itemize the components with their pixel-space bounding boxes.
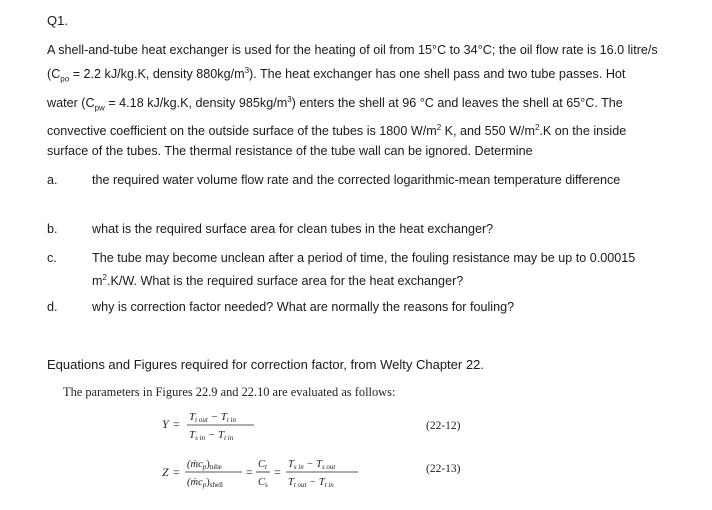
item-letter: c. xyxy=(47,251,57,265)
intro-text: = 2.2 kJ/kg.K, density 880kg/m xyxy=(69,67,245,82)
y-symbol: Y xyxy=(162,417,169,431)
item-text-part: The tube may become unclean after a period of time, the fouling resistance may be up to 0.00015 m xyxy=(92,251,636,289)
textbook-excerpt: The parameters in Figures 22.9 and 22.10 are evaluated as follows: xyxy=(63,385,396,399)
svg-text:Cs: Cs xyxy=(258,477,268,489)
svg-text:(ṁcp)shell: (ṁcp)shell xyxy=(187,477,223,489)
equations-image xyxy=(158,404,398,508)
intro-text: K, and 550 W/m xyxy=(441,124,535,139)
intro-text: ) enters the shell at 96 °C and leaves the shell at 65°C. The convective coefficient on the outside surface of the tubes is 1800 W/m xyxy=(47,95,623,139)
superscript: 2 xyxy=(534,123,540,133)
equation-z xyxy=(162,459,358,489)
equation-y xyxy=(162,411,254,442)
item-text: what is the required surface area for clean tubes in the heat exchanger? xyxy=(92,222,494,236)
question-item-d xyxy=(47,297,667,317)
svg-text:=: = xyxy=(173,465,180,479)
svg-text:=: = xyxy=(173,417,180,431)
superscript: 2 xyxy=(102,273,107,282)
svg-text:(ṁcp)tube: (ṁcp)tube xyxy=(187,459,222,471)
superscript: 3 xyxy=(287,94,292,104)
z-symbol: Z xyxy=(162,465,169,479)
intro-text: = 4.18 kJ/kg.K, density 985kg/m xyxy=(104,95,288,110)
svg-text:Tt out − Tt in: Tt out − Tt in xyxy=(189,411,236,424)
superscript: 3 xyxy=(244,65,250,75)
question-label: Q1. xyxy=(47,13,68,28)
item-text: the required water volume flow rate and the corrected logarithmic-mean temperature difference xyxy=(92,173,621,187)
subscript: pw xyxy=(94,103,105,113)
item-letter: d. xyxy=(47,300,58,314)
question-item-a xyxy=(47,170,667,190)
svg-text:=: = xyxy=(246,465,253,479)
item-letter: b. xyxy=(47,222,58,236)
intro-text: .K on the inside surface of the tubes. The thermal resistance of the tube wall can be ignored. Determine xyxy=(47,124,627,159)
equation-number: (22-12) xyxy=(426,420,461,432)
svg-text:Ts in − Ts out: Ts in − Ts out xyxy=(288,459,336,471)
intro-text: A shell-and-tube heat exchanger is used for the heating of oil from 15°C to 34°C; the oil flow rate is 16.0 litre/s (C xyxy=(47,43,658,82)
svg-text:Tt out − Tt in: Tt out − Tt in xyxy=(288,477,334,489)
problem-statement xyxy=(47,41,659,162)
question-item-b xyxy=(47,219,667,239)
superscript: 2 xyxy=(436,123,442,133)
subscript: po xyxy=(60,74,70,84)
equations-heading: Equations and Figures required for correction factor, from Welty Chapter 22. xyxy=(47,357,484,372)
item-text: why is correction factor needed? What are normally the reasons for fouling? xyxy=(92,300,515,314)
intro-text: ). The heat exchanger has one shell pass and two tube passes. Hot water (C xyxy=(47,67,626,110)
svg-text:=: = xyxy=(274,465,281,479)
item-text-part: .K/W. What is the required surface area for the heat exchanger? xyxy=(106,274,464,289)
svg-text:Ct: Ct xyxy=(258,459,267,471)
question-item-c xyxy=(47,248,667,291)
item-text xyxy=(92,248,667,291)
svg-text:Ts in − Tt in: Ts in − Tt in xyxy=(189,429,234,442)
item-letter: a. xyxy=(47,173,58,187)
equation-number: (22-13) xyxy=(426,463,461,475)
